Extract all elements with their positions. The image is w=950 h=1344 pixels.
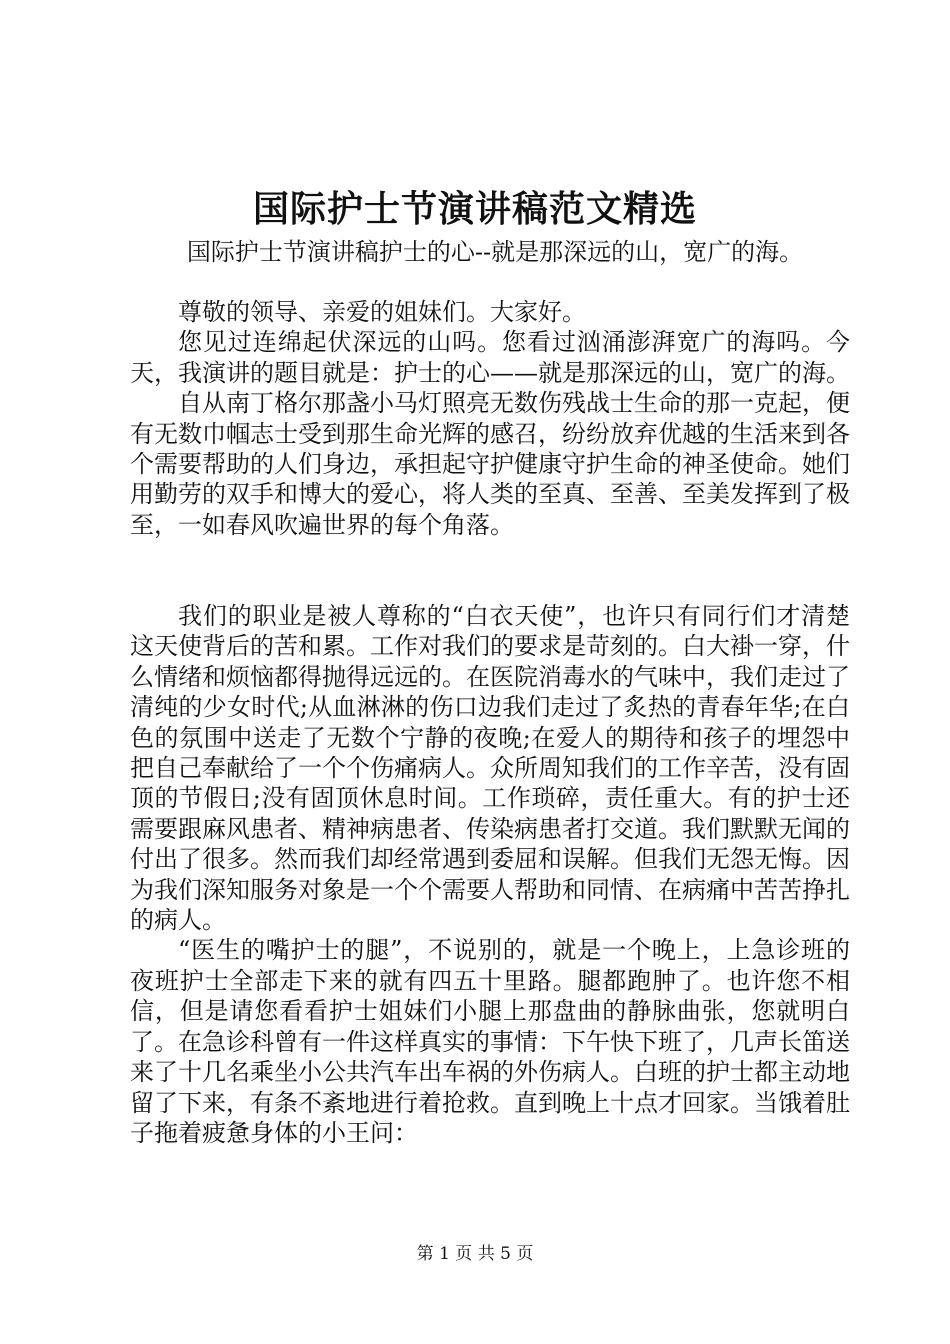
document-title: 国际护士节演讲稿范文精选 <box>252 188 697 230</box>
document-subtitle: 国际护士节演讲稿护士的心--就是那深远的山，宽广的海。 <box>186 238 804 266</box>
body-section-intro <box>130 297 850 540</box>
body-section-main <box>130 601 850 1148</box>
paragraph-question: 您见过连绵起伏深远的山吗。您看过汹涌澎湃宽广的海吗。今天，我演讲的题目就是：护士的心——就是那深远的山，宽广的海。 <box>130 328 850 387</box>
paragraph-greeting: 尊敬的领导、亲爱的姐妹们。大家好。 <box>178 298 586 326</box>
paragraph-angel: 我们的职业是被人尊称的“白衣天使”，也许只有同行们才清楚这天使背后的苦和累。工作对我们的要求是苛刻的。白大褂一穿，什么情绪和烦恼都得抛得远远的。在医院消毒水的气味中，我们走过了清纯的少女时代;从血淋淋的伤口边我们走过了炙热的青春年华;在白色的氛围中送走了无数个宁静的夜晚;在爱人的期待和孩子的埋怨中把自己奉献给了一个个伤痛病人。众所周知我们的工作辛苦，没有固顶的节假日;没有固顶休息时间。工作琐碎，责任重大。有的护士还需要跟麻风患者、精神病患者、传染病患者打交道。我们默默无闻的付出了很多。然而我们却经常遇到委屈和误解。但我们无怨无悔。因为我们深知服务对象是一个个需要人帮助和同情、在病痛中苦苦挣扎的病人。 <box>130 602 850 935</box>
page-number-footer: 第 1 页 共 5 页 <box>416 1244 534 1264</box>
paragraph-nightingale: 自从南丁格尔那盏小马灯照亮无数伤残战士生命的那一克起，便有无数巾帼志士受到那生命光辉的感召，纷纷放弃优越的生活来到各个需要帮助的人们身边，承担起守护健康守护生命的神圣使命。她们用勤劳的双手和博大的爱心，将人类的至真、至善、至美发挥到了极至，一如春风吹遍世界的每个角落。 <box>130 389 850 539</box>
paragraph-legs: “医生的嘴护士的腿”，不说别的，就是一个晚上，上急诊班的夜班护士全部走下来的就有四五十里路。腿都跑肿了。也许您不相信，但是请您看看护士姐妹们小腿上那盘曲的静脉曲张，您就明白了。在急诊科曾有一件这样真实的事情：下午快下班了，几声长笛送来了十几名乘坐小公共汽车出车祸的外伤病人。白班的护士都主动地留了下来，有条不紊地进行着抢救。直到晚上十点才回家。当饿着肚子拖着疲惫身体的小王问： <box>130 936 850 1147</box>
